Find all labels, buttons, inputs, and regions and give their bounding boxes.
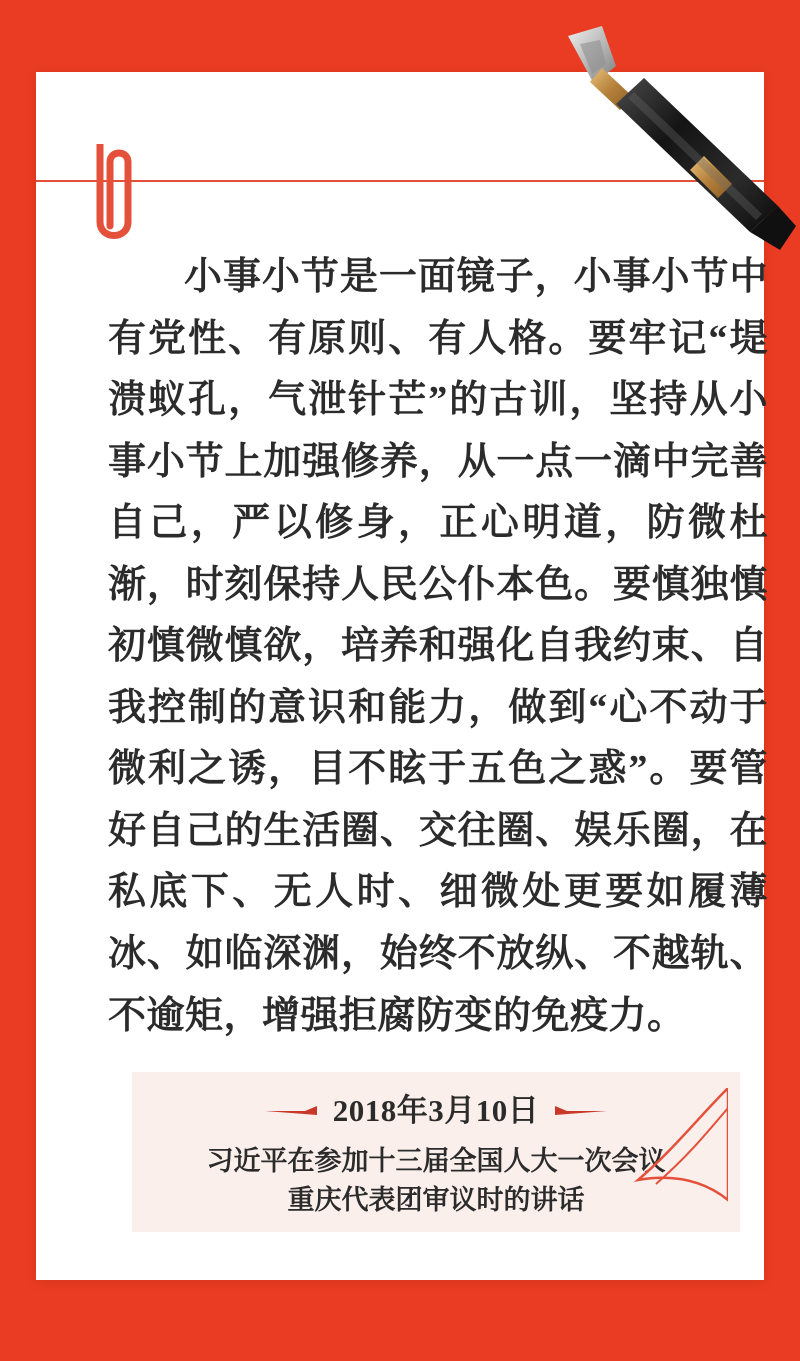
attribution-source	[207, 1142, 666, 1219]
paperclip-icon	[84, 144, 144, 254]
attribution-block	[132, 1072, 740, 1232]
right-flourish-icon	[555, 1103, 607, 1113]
attribution-source-line-2: 重庆代表团审议时的讲话	[287, 1184, 585, 1215]
quote-card	[36, 72, 768, 1280]
card-divider	[36, 180, 764, 182]
left-flourish-icon	[265, 1103, 317, 1113]
quote-text: 小事小节是一面镜子，小事小节中有党性、有原则、有人格。要牢记“堤溃蚁孔，气泄针芒”的古训，坚持从小事小节上加强修养，从一点一滴中完善自己，严以修身，正心明道，防微杜渐，时刻保持人民公仆本色。要慎独慎初慎微慎欲，培养和强化自我约束、自我控制的意识和能力，做到“心不动于微利之诱，目不眩于五色之惑”。要管好自己的生活圈、交往圈、娱乐圈，在私底下、无人时、细微处更要如履薄冰、如临深渊，始终不放纵、不越轨、不逾矩，增强拒腐防变的免疫力。	[108, 256, 768, 1037]
attribution-date: 2018年3月10日	[332, 1093, 540, 1129]
attribution-date-row	[265, 1085, 608, 1130]
attribution-source-line-1: 习近平在参加十三届全国人大一次会议	[206, 1146, 666, 1177]
